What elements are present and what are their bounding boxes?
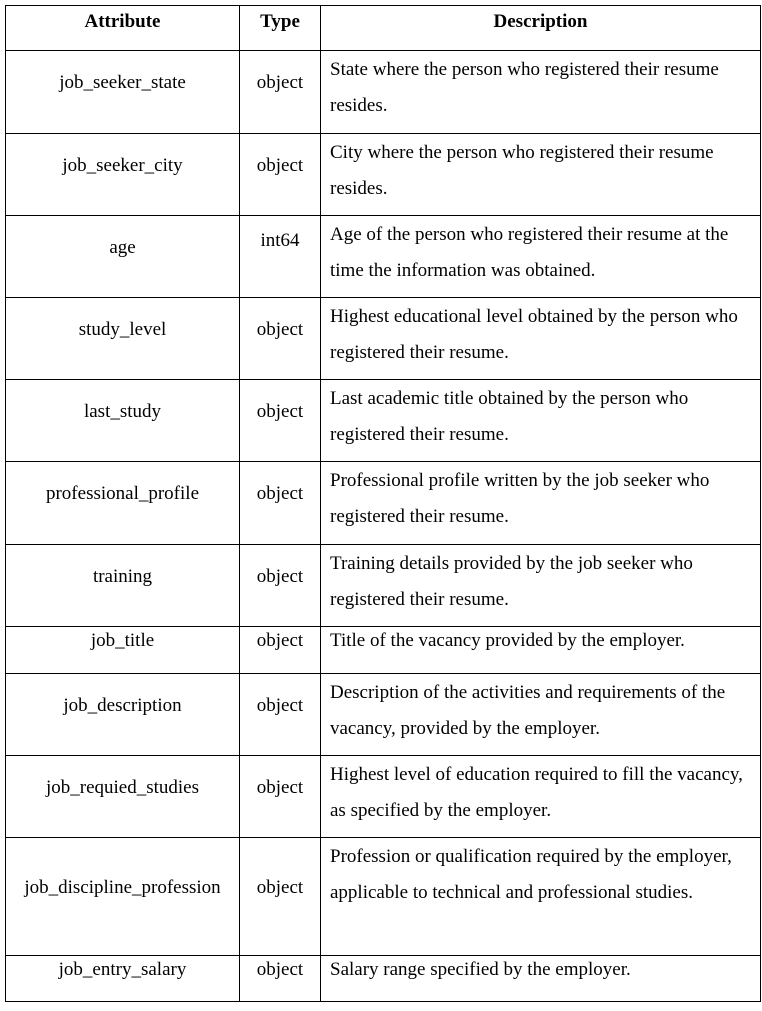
table-row bbox=[6, 134, 761, 216]
attribute-cell: training bbox=[6, 545, 240, 627]
attribute-cell: study_level bbox=[6, 298, 240, 380]
attribute-cell: job_requied_studies bbox=[6, 756, 240, 838]
attribute-cell: last_study bbox=[6, 380, 240, 462]
attribute-cell: job_title bbox=[6, 627, 240, 674]
table-row bbox=[6, 956, 761, 1002]
description-cell: Salary range specified by the employer. bbox=[321, 956, 761, 1002]
table-row bbox=[6, 838, 761, 956]
type-cell: object bbox=[240, 134, 321, 216]
type-cell: object bbox=[240, 756, 321, 838]
attribute-cell: professional_profile bbox=[6, 462, 240, 545]
description-cell: Highest level of education required to fill the vacancy, as specified by the employer. bbox=[321, 756, 761, 838]
description-cell: City where the person who registered their resume resides. bbox=[321, 134, 761, 216]
type-cell: object bbox=[240, 380, 321, 462]
type-cell: object bbox=[240, 838, 321, 956]
description-cell: Highest educational level obtained by the person who registered their resume. bbox=[321, 298, 761, 380]
description-cell: Profession or qualification required by the employer, applicable to technical and professional studies. bbox=[321, 838, 761, 956]
description-cell: Last academic title obtained by the person who registered their resume. bbox=[321, 380, 761, 462]
table-row bbox=[6, 627, 761, 674]
attribute-cell: age bbox=[6, 216, 240, 298]
type-cell: object bbox=[240, 462, 321, 545]
table-row bbox=[6, 674, 761, 756]
header-type: Type bbox=[240, 6, 321, 51]
attribute-cell: job_seeker_city bbox=[6, 134, 240, 216]
attribute-cell: job_entry_salary bbox=[6, 956, 240, 1002]
attribute-table bbox=[5, 5, 761, 1002]
description-cell: Training details provided by the job seeker who registered their resume. bbox=[321, 545, 761, 627]
table-header-row bbox=[6, 6, 761, 51]
header-attribute: Attribute bbox=[6, 6, 240, 51]
table-row bbox=[6, 298, 761, 380]
table-row bbox=[6, 380, 761, 462]
header-description: Description bbox=[321, 6, 761, 51]
description-cell: Description of the activities and requirements of the vacancy, provided by the employer. bbox=[321, 674, 761, 756]
type-cell: object bbox=[240, 627, 321, 674]
type-cell: int64 bbox=[240, 216, 321, 298]
type-cell: object bbox=[240, 298, 321, 380]
type-cell: object bbox=[240, 545, 321, 627]
table-row bbox=[6, 545, 761, 627]
description-cell: Age of the person who registered their resume at the time the information was obtained. bbox=[321, 216, 761, 298]
table-row bbox=[6, 216, 761, 298]
description-cell: Professional profile written by the job seeker who registered their resume. bbox=[321, 462, 761, 545]
description-cell: State where the person who registered their resume resides. bbox=[321, 51, 761, 134]
type-cell: object bbox=[240, 956, 321, 1002]
attribute-cell: job_description bbox=[6, 674, 240, 756]
table-row bbox=[6, 51, 761, 134]
attribute-cell: job_seeker_state bbox=[6, 51, 240, 134]
attribute-cell: job_discipline_profession bbox=[6, 838, 240, 956]
description-cell: Title of the vacancy provided by the employer. bbox=[321, 627, 761, 674]
table-row bbox=[6, 756, 761, 838]
type-cell: object bbox=[240, 674, 321, 756]
type-cell: object bbox=[240, 51, 321, 134]
table-row bbox=[6, 462, 761, 545]
